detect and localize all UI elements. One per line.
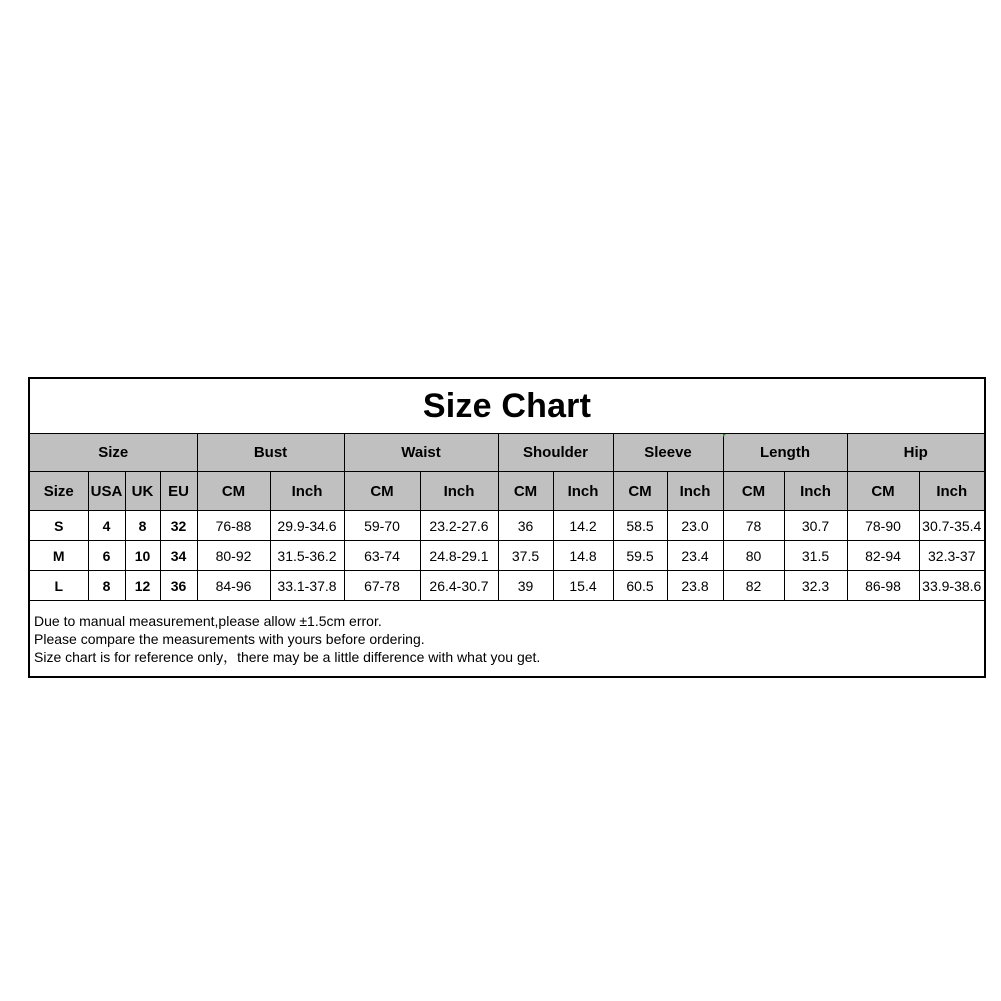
- table-cell: 30.7-35.4: [919, 511, 984, 541]
- table-cell: 82-94: [847, 541, 919, 571]
- sub-header-cell: UK: [125, 472, 160, 511]
- table-cell: 78-90: [847, 511, 919, 541]
- note-line: Please compare the measurements with yours before ordering.: [34, 631, 425, 647]
- sub-header-row: [30, 472, 984, 511]
- table-cell: 67-78: [344, 571, 420, 601]
- sub-header-cell: Inch: [919, 472, 984, 511]
- table-cell: 24.8-29.1: [420, 541, 498, 571]
- table-cell: 34: [160, 541, 197, 571]
- sub-header-cell: USA: [88, 472, 125, 511]
- table-cell: 23.8: [667, 571, 723, 601]
- table-cell: 4: [88, 511, 125, 541]
- table-cell: 80-92: [197, 541, 270, 571]
- sub-header-cell: Inch: [784, 472, 847, 511]
- group-header-length: Length: [723, 434, 847, 472]
- table-cell: 58.5: [613, 511, 667, 541]
- sub-header-cell: Inch: [667, 472, 723, 511]
- size-chart-sheet: [28, 377, 986, 678]
- sub-header-cell: CM: [723, 472, 784, 511]
- table-cell: 31.5: [784, 541, 847, 571]
- table-cell: 10: [125, 541, 160, 571]
- group-header-waist: Waist: [344, 434, 498, 472]
- sub-header-cell: Inch: [270, 472, 344, 511]
- table-row: [30, 571, 984, 601]
- group-header-hip: Hip: [847, 434, 984, 472]
- group-header-size: Size: [30, 434, 197, 472]
- table-cell: 36: [160, 571, 197, 601]
- group-header-row: [30, 434, 984, 472]
- table-cell: 14.8: [553, 541, 613, 571]
- sub-header-cell: CM: [847, 472, 919, 511]
- table-cell: 32: [160, 511, 197, 541]
- group-header-bust: Bust: [197, 434, 344, 472]
- table-cell: 32.3-37: [919, 541, 984, 571]
- table-cell: 23.0: [667, 511, 723, 541]
- sub-header-cell: CM: [613, 472, 667, 511]
- size-label-cell: L: [30, 571, 88, 601]
- table-cell: 33.9-38.6: [919, 571, 984, 601]
- table-cell: 29.9-34.6: [270, 511, 344, 541]
- table-cell: 37.5: [498, 541, 553, 571]
- sub-header-cell: Inch: [553, 472, 613, 511]
- notes-block: [34, 612, 540, 666]
- table-cell: 31.5-36.2: [270, 541, 344, 571]
- table-cell: 76-88: [197, 511, 270, 541]
- table-cell: 78: [723, 511, 784, 541]
- table-cell: 80: [723, 541, 784, 571]
- sub-header-cell: Size: [30, 472, 88, 511]
- table-cell: 59.5: [613, 541, 667, 571]
- table-cell: 12: [125, 571, 160, 601]
- table-cell: 15.4: [553, 571, 613, 601]
- sub-header-cell: EU: [160, 472, 197, 511]
- sub-header-cell: Inch: [420, 472, 498, 511]
- table-cell: 30.7: [784, 511, 847, 541]
- table-cell: 8: [88, 571, 125, 601]
- table-cell: 39: [498, 571, 553, 601]
- cell-comment-marker: [723, 434, 726, 437]
- table-cell: 63-74: [344, 541, 420, 571]
- table-cell: 23.4: [667, 541, 723, 571]
- table-cell: 6: [88, 541, 125, 571]
- note-line: Size chart is for reference only，there may be a little difference with what you get.: [34, 649, 541, 665]
- group-header-shoulder: Shoulder: [498, 434, 613, 472]
- table-cell: 23.2-27.6: [420, 511, 498, 541]
- table-cell: 32.3: [784, 571, 847, 601]
- table-cell: 60.5: [613, 571, 667, 601]
- table-cell: 59-70: [344, 511, 420, 541]
- table-cell: 36: [498, 511, 553, 541]
- table-cell: 26.4-30.7: [420, 571, 498, 601]
- table-cell: 14.2: [553, 511, 613, 541]
- table-row: [30, 541, 984, 571]
- group-header-sleeve: Sleeve: [613, 434, 723, 472]
- page-title: Size Chart: [30, 379, 984, 434]
- table-cell: 84-96: [197, 571, 270, 601]
- table-cell: 82: [723, 571, 784, 601]
- table-cell: 86-98: [847, 571, 919, 601]
- size-chart-table: [30, 379, 984, 601]
- sub-header-cell: CM: [344, 472, 420, 511]
- sub-header-cell: CM: [498, 472, 553, 511]
- table-cell: 8: [125, 511, 160, 541]
- sub-header-cell: CM: [197, 472, 270, 511]
- note-line: Due to manual measurement,please allow ±1.5cm error.: [34, 613, 382, 629]
- size-label-cell: M: [30, 541, 88, 571]
- table-cell: 33.1-37.8: [270, 571, 344, 601]
- table-row: [30, 511, 984, 541]
- size-label-cell: S: [30, 511, 88, 541]
